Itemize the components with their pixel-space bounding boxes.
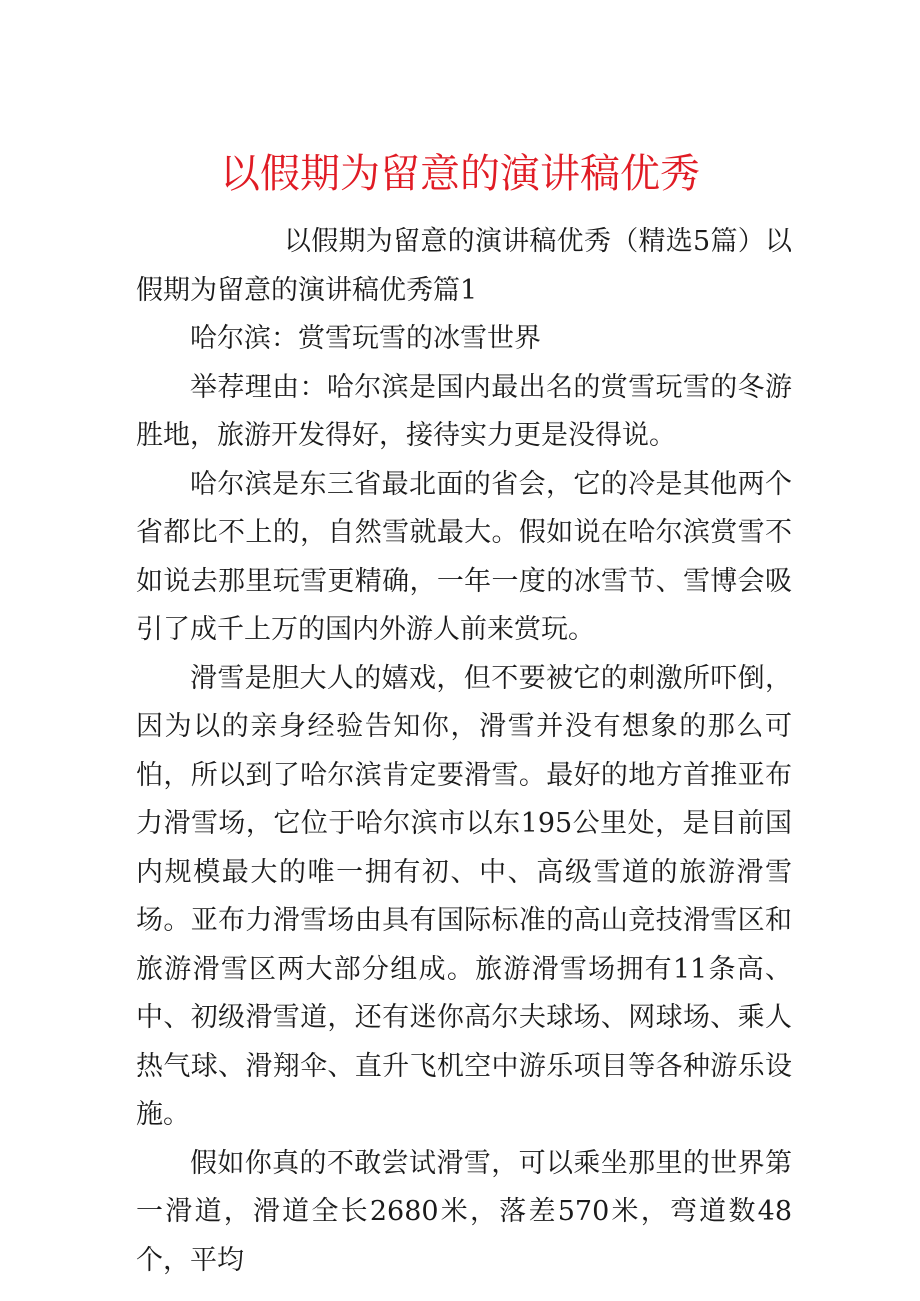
section-heading: 哈尔滨：赏雪玩雪的冰雪世界 (190, 323, 541, 354)
document-title: 以假期为留意的演讲稿优秀 (220, 151, 700, 197)
body-paragraph: 哈尔滨是东三省最北面的省会，它的冷是其他两个省都比不上的，自然雪就最大。假如说在哈尔滨赏雪不如说去那里玩雪更精确，一年一度的冰雪节、雪博会吸引了成千上万的国内外游人前来赏玩。 (136, 468, 792, 645)
body-paragraph: 假如你真的不敢尝试滑雪，可以乘坐那里的世界第一滑道，滑道全长2680米，落差570米，弯道数48个，平均 (136, 1147, 792, 1276)
body-paragraph: 举荐理由：哈尔滨是国内最出名的赏雪玩雪的冬游胜地，旅游开发得好，接待实力更是没得说。 (136, 371, 792, 451)
document-body (136, 218, 792, 1285)
body-paragraph: 滑雪是胆大人的嬉戏，但不要被它的刺激所吓倒，因为以的亲身经验告知你，滑雪并没有想象的那么可怕，所以到了哈尔滨肯定要滑雪。最好的地方首推亚布力滑雪场，它位于哈尔滨市以东195公里处，是目前国内规模最大的唯一拥有初、中、高级雪道的旅游滑雪场。亚布力滑雪场由具有国际标准的高山竞技滑雪区和旅游滑雪区两大部分组成。旅游滑雪场拥有11条高、中、初级滑雪道，还有迷你高尔夫球场、网球场、乘人热气球、滑翔伞、直升飞机空中游乐项目等各种游乐设施。 (136, 662, 792, 1130)
intro-paragraph: 以假期为留意的演讲稿优秀（精选5篇）以假期为留意的演讲稿优秀篇1 (136, 226, 792, 306)
